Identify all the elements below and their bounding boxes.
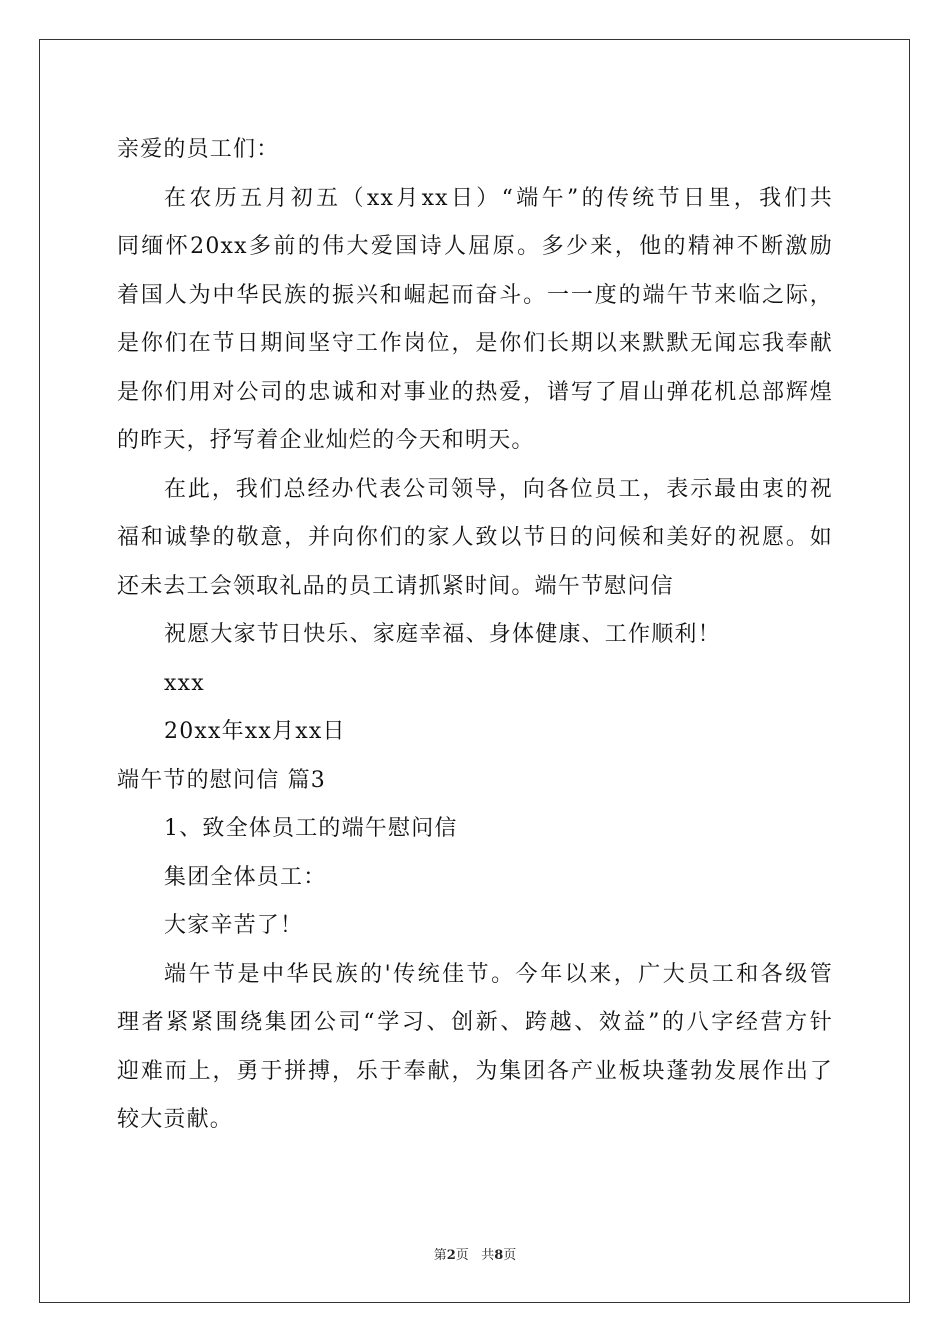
text-line: 是你们用对公司的忠诚和对事业的热爱，谱写了眉山弹花机总部辉煌: [117, 379, 833, 405]
section-heading: 端午节的慰问信 篇3: [117, 767, 326, 793]
signature-date: 20xx年xx月xx日: [164, 719, 346, 744]
text-line: 还未去工会领取礼品的员工请抓紧时间。端午节慰问信: [117, 573, 674, 599]
page-suffix: 页: [455, 1248, 469, 1263]
page-prefix: 第: [433, 1248, 447, 1263]
page-current: 2: [446, 1248, 456, 1263]
text-line: 端午节是中华民族的'传统佳节。今年以来，广大员工和各级管: [164, 961, 833, 987]
text-line: 大家辛苦了！: [164, 913, 304, 938]
text-line: 理者紧紧围绕集团公司“学习、创新、跨越、效益”的八字经营方针: [117, 1010, 833, 1035]
subsection-heading: 1、致全体员工的端午慰问信: [164, 816, 458, 841]
total-suffix: 页: [503, 1248, 517, 1263]
text-line: 是你们在节日期间坚守工作岗位，是你们长期以来默默无闻忘我奉献: [117, 331, 833, 356]
text-line: 福和诚挚的敬意，并向你们的家人致以节日的问候和美好的祝愿。如: [117, 525, 833, 550]
text-line: 祝愿大家节日快乐、家庭幸福、身体健康、工作顺利！: [164, 622, 721, 647]
text-line: 较大贡献。: [117, 1107, 234, 1132]
signature-name: xxx: [164, 670, 205, 696]
text-line: 的昨天，抒写着企业灿烂的今天和明天。: [117, 428, 535, 453]
page-footer: [0, 1244, 950, 1263]
document-body: [117, 126, 833, 1145]
text-line: 亲爱的员工们：: [117, 137, 280, 162]
total-prefix: 共: [481, 1248, 495, 1263]
text-line: 集团全体员工：: [164, 864, 327, 890]
text-line: 着国人为中华民族的振兴和崛起而奋斗。一一度的端午节来临之际，: [117, 282, 833, 308]
text-line: 在此，我们总经办代表公司领导，向各位员工，表示最由衷的祝: [164, 476, 833, 502]
text-line: 迎难而上，勇于拼搏，乐于奉献，为集团各产业板块蓬勃发展作出了: [117, 1058, 833, 1084]
text-line: 在农历五月初五（xx月xx日）“端午”的传统节日里，我们共: [164, 185, 833, 211]
text-line: 同缅怀20xx多前的伟大爱国诗人屈原。多少来，他的精神不断激励: [117, 234, 833, 259]
page-total: 8: [494, 1248, 504, 1263]
